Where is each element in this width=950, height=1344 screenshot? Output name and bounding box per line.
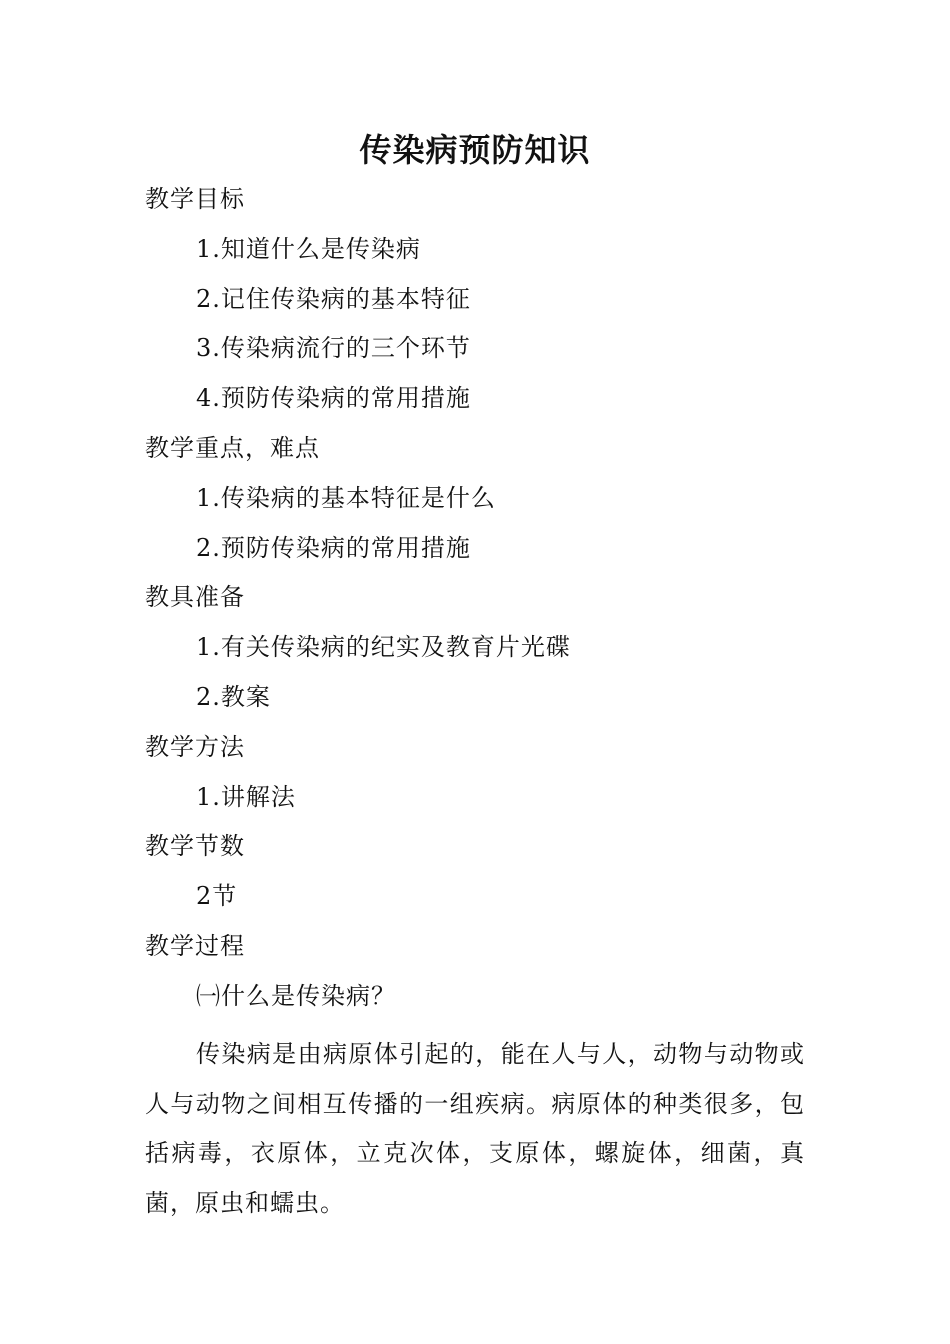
list-item: 2.记住传染病的基本特征 (196, 285, 471, 313)
list-item: 2节 (196, 882, 238, 910)
section-heading-key-points: 教学重点，难点 (145, 434, 320, 462)
list-item: 4.预防传染病的常用措施 (196, 384, 471, 412)
list-item: 1.讲解法 (196, 783, 296, 811)
section-heading-objectives: 教学目标 (145, 185, 245, 213)
list-item: 2.教案 (196, 683, 271, 711)
list-item: ㈠什么是传染病？ (196, 982, 396, 1010)
section-heading-materials: 教具准备 (145, 583, 245, 611)
list-item: 2.预防传染病的常用措施 (196, 534, 471, 562)
list-item: 1.知道什么是传染病 (196, 235, 421, 263)
list-item: 1.传染病的基本特征是什么 (196, 484, 496, 512)
body-paragraph: 传染病是由病原体引起的，能在人与人，动物与动物或人与动物之间相互传播的一组疾病。病原体的种类很多，包括病毒，衣原体，立克次体，支原体，螺旋体，细菌，真菌，原虫和蠕虫。 (145, 1040, 805, 1217)
section-heading-process: 教学过程 (145, 932, 245, 960)
document-title: 传染病预防知识 (359, 131, 591, 169)
list-item: 3.传染病流行的三个环节 (196, 334, 471, 362)
section-heading-sessions: 教学节数 (145, 832, 245, 860)
list-item: 1.有关传染病的纪实及教育片光碟 (196, 633, 571, 661)
section-heading-methods: 教学方法 (145, 733, 245, 761)
